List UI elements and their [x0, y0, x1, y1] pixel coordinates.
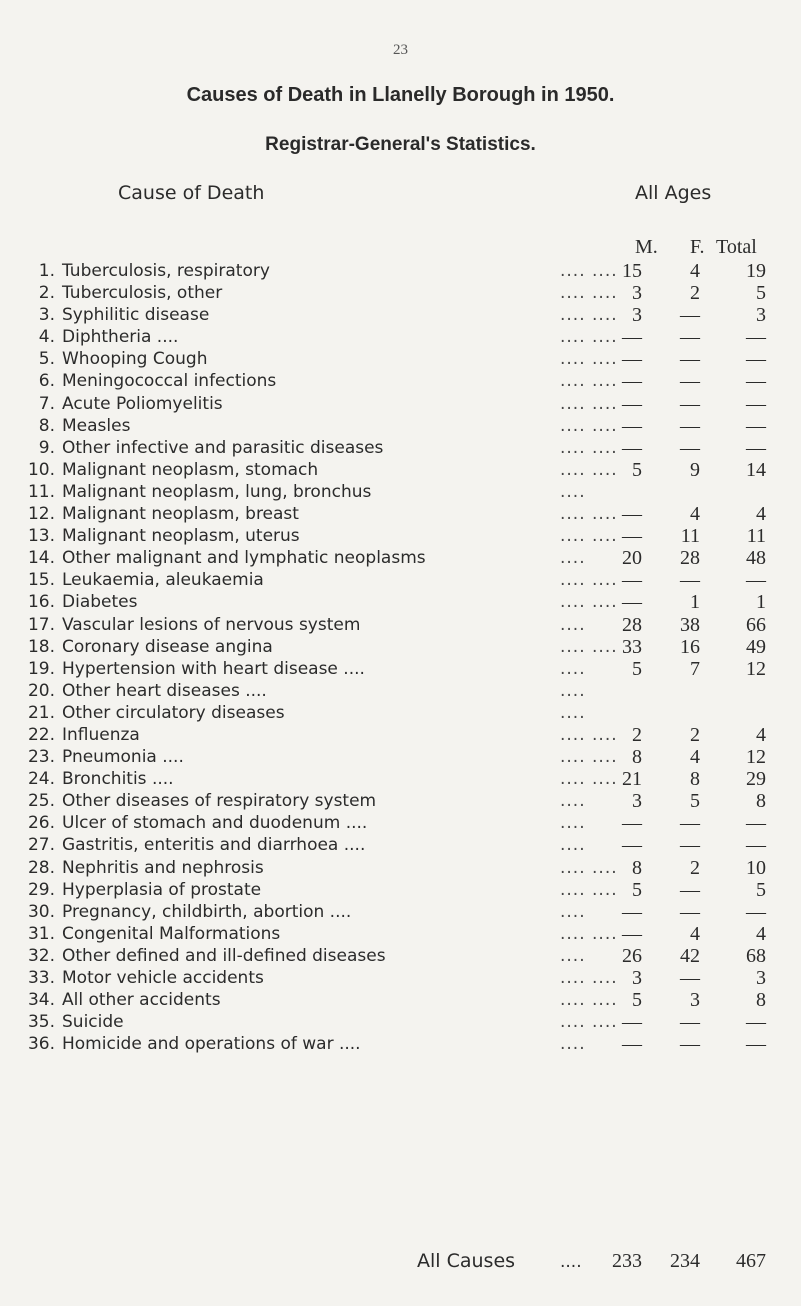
row-number: 2.: [38, 283, 55, 304]
cause-name: Other malignant and lymphatic neoplasms: [62, 548, 426, 569]
row-number: 18.: [27, 636, 55, 657]
total-label: All Causes: [417, 1250, 516, 1272]
total-count: 66: [746, 613, 766, 636]
table-row: [0, 724, 801, 746]
total-count: —: [746, 1033, 766, 1056]
female-count: —: [680, 414, 700, 437]
all-causes-total-row: [0, 1250, 801, 1276]
row-number: 25.: [27, 791, 55, 812]
row-number: 27.: [27, 835, 55, 856]
male-count: —: [622, 812, 642, 835]
table-row: [0, 967, 801, 989]
male-count: 5: [632, 657, 642, 680]
cause-name: Nephritis and nephrosis: [62, 857, 264, 878]
male-count: 20: [622, 547, 642, 570]
dot-leader: ....: [560, 1034, 586, 1055]
table-row: [0, 812, 801, 834]
row-number: 28.: [27, 857, 55, 878]
dot-leader: .... ....: [560, 769, 618, 790]
male-count: 2: [632, 723, 642, 746]
cause-name: Malignant neoplasm, breast: [62, 504, 299, 525]
male-count: 33: [622, 635, 642, 658]
row-number: 9.: [38, 437, 55, 458]
dot-leader: .... ....: [560, 857, 618, 878]
female-count: 1: [690, 591, 700, 614]
dot-leader: ....: [560, 791, 586, 812]
male-count: —: [622, 525, 642, 548]
female-count: 4: [690, 503, 700, 526]
table-row: [0, 415, 801, 437]
dot-leader: ....: [560, 614, 586, 635]
table-row: [0, 260, 801, 282]
table-row: [0, 834, 801, 856]
row-number: 10.: [27, 459, 55, 480]
female-count: —: [680, 348, 700, 371]
female-count: —: [680, 1011, 700, 1034]
male-count: —: [622, 348, 642, 371]
dot-leader: ....: [560, 680, 586, 701]
cause-name: Acute Poliomyelitis: [62, 393, 223, 414]
female-count: —: [680, 900, 700, 923]
row-number: 11.: [27, 481, 55, 502]
dot-leader: .... ....: [560, 504, 618, 525]
total-count: —: [746, 834, 766, 857]
cause-name: Hypertension with heart disease ....: [62, 658, 365, 679]
total-count: 14: [746, 458, 766, 481]
cause-name: Vascular lesions of nervous system: [62, 614, 361, 635]
row-number: 31.: [27, 923, 55, 944]
cause-name: Other diseases of respiratory system: [62, 791, 377, 812]
female-count: 4: [690, 746, 700, 769]
total-count: 1: [756, 591, 766, 614]
male-count: 15: [622, 260, 642, 282]
row-number: 17.: [27, 614, 55, 635]
dot-leader: .... ....: [560, 349, 618, 370]
female-count: 8: [690, 768, 700, 791]
table-row: [0, 304, 801, 326]
row-number: 20.: [27, 680, 55, 701]
row-number: 16.: [27, 592, 55, 613]
table-row: [0, 901, 801, 923]
row-number: 13.: [27, 526, 55, 547]
total-count: 4: [756, 922, 766, 945]
dot-leader: .... ....: [560, 747, 618, 768]
cause-name: Motor vehicle accidents: [62, 968, 264, 988]
male-count: 8: [632, 856, 642, 879]
male-count: 26: [622, 944, 642, 967]
female-column-header: F.: [690, 236, 705, 258]
male-count: —: [622, 569, 642, 592]
total-count: 3: [756, 967, 766, 989]
female-count: —: [680, 370, 700, 393]
row-number: 4.: [38, 327, 55, 348]
row-number: 34.: [27, 990, 55, 1011]
total-count: 12: [746, 657, 766, 680]
dot-leader: .... ....: [560, 724, 618, 745]
row-number: 14.: [27, 548, 55, 569]
male-count: 5: [632, 989, 642, 1012]
male-count: —: [622, 922, 642, 945]
female-count: —: [680, 1033, 700, 1056]
male-count: 5: [632, 878, 642, 901]
table-row: [0, 923, 801, 945]
table-row: [0, 768, 801, 790]
cause-name: All other accidents: [62, 990, 221, 1011]
row-number: 35.: [27, 1012, 55, 1033]
total-count: —: [746, 900, 766, 923]
male-count: 3: [632, 304, 642, 327]
total-count: 5: [756, 878, 766, 901]
causes-table: [0, 260, 801, 1055]
total-count: 68: [746, 944, 766, 967]
table-row: [0, 1011, 801, 1033]
table-row: [0, 746, 801, 768]
female-count: 38: [680, 613, 700, 636]
dot-leader: ....: [560, 702, 586, 723]
dot-leader: .... ....: [560, 459, 618, 480]
cause-name: Gastritis, enteritis and diarrhoea ....: [62, 835, 366, 856]
row-number: 23.: [27, 747, 55, 768]
dot-leader: .... ....: [560, 923, 618, 944]
cause-name: Malignant neoplasm, stomach: [62, 459, 319, 480]
cause-column-header: Cause of Death: [118, 182, 265, 204]
female-count: —: [680, 392, 700, 415]
row-number: 1.: [38, 261, 55, 281]
cause-name: Diabetes: [62, 592, 138, 613]
male-count: 21: [622, 768, 642, 791]
page-title: Causes of Death in Llanelly Borough in 1950.: [186, 84, 615, 106]
row-number: 30.: [27, 901, 55, 922]
all-ages-header: All Ages: [635, 182, 712, 204]
row-number: 21.: [27, 702, 55, 723]
male-count: 5: [632, 458, 642, 481]
female-count: 11: [680, 525, 700, 548]
cause-name: Coronary disease angina: [62, 636, 273, 657]
cause-name: Malignant neoplasm, lung, bronchus: [62, 481, 372, 502]
female-count: —: [680, 304, 700, 327]
male-count: —: [622, 392, 642, 415]
total-count: —: [746, 326, 766, 349]
female-count: 28: [680, 547, 700, 570]
dot-leader: ....: [560, 813, 586, 834]
cause-name: Other circulatory diseases: [62, 702, 285, 723]
total-female-value: 234: [670, 1250, 700, 1272]
dot-leader: .... ....: [560, 592, 618, 613]
dot-leader: .... ....: [560, 305, 618, 326]
total-count: 19: [746, 260, 766, 282]
table-row: [0, 547, 801, 569]
table-row: [0, 437, 801, 459]
total-count: —: [746, 370, 766, 393]
table-row: [0, 989, 801, 1011]
total-value: 467: [736, 1250, 766, 1272]
male-count: —: [622, 436, 642, 459]
table-row: [0, 636, 801, 658]
table-row: [0, 614, 801, 636]
row-number: 5.: [38, 349, 55, 370]
female-count: —: [680, 569, 700, 592]
male-count: 3: [632, 967, 642, 989]
male-count: 8: [632, 746, 642, 769]
table-row: [0, 393, 801, 415]
cause-name: Other infective and parasitic diseases: [62, 437, 384, 458]
table-row: [0, 525, 801, 547]
female-count: 42: [680, 944, 700, 967]
female-count: 7: [690, 657, 700, 680]
dot-leader: .... ....: [560, 570, 618, 591]
cause-name: Ulcer of stomach and duodenum ....: [62, 813, 368, 834]
male-count: 3: [632, 790, 642, 813]
row-number: 19.: [27, 658, 55, 679]
dot-leader: ....: [560, 835, 586, 856]
row-number: 12.: [27, 504, 55, 525]
male-column-header: M.: [635, 236, 658, 258]
female-count: 5: [690, 790, 700, 813]
table-row: [0, 879, 801, 901]
cause-name: Measles: [62, 415, 131, 436]
row-number: 6.: [38, 371, 55, 392]
female-count: 3: [690, 989, 700, 1012]
table-row: [0, 658, 801, 680]
total-count: 3: [756, 304, 766, 327]
male-count: —: [622, 326, 642, 349]
cause-name: Syphilitic disease: [62, 305, 210, 326]
table-row: [0, 481, 801, 503]
row-number: 24.: [27, 769, 55, 790]
table-row: [0, 945, 801, 967]
female-count: 2: [690, 856, 700, 879]
female-count: —: [680, 967, 700, 989]
row-number: 32.: [27, 945, 55, 966]
female-count: —: [680, 878, 700, 901]
row-number: 3.: [38, 305, 55, 326]
total-count: 49: [746, 635, 766, 658]
dot-leader: .... ....: [560, 371, 618, 392]
female-count: 4: [690, 260, 700, 282]
male-count: 28: [622, 613, 642, 636]
cause-name: Tuberculosis, other: [62, 283, 223, 304]
dot-leader: .... ....: [560, 1012, 618, 1033]
row-number: 36.: [27, 1034, 55, 1055]
table-row: [0, 282, 801, 304]
dot-leader: .... ....: [560, 415, 618, 436]
row-number: 15.: [27, 570, 55, 591]
total-count: 4: [756, 503, 766, 526]
female-count: —: [680, 326, 700, 349]
row-number: 7.: [38, 393, 55, 414]
cause-name: Other defined and ill-defined diseases: [62, 945, 386, 966]
female-count: 2: [690, 282, 700, 305]
male-count: —: [622, 414, 642, 437]
male-count: —: [622, 370, 642, 393]
male-count: —: [622, 503, 642, 526]
cause-name: Tuberculosis, respiratory: [62, 261, 270, 281]
cause-name: Hyperplasia of prostate: [62, 879, 262, 900]
total-count: —: [746, 348, 766, 371]
dot-leader: .... ....: [560, 261, 618, 281]
dot-leader: .... ....: [560, 327, 618, 348]
male-count: —: [622, 1011, 642, 1034]
table-row: [0, 591, 801, 613]
female-count: —: [680, 436, 700, 459]
cause-name: Other heart diseases ....: [62, 680, 267, 701]
dot-leader: .... ....: [560, 990, 618, 1011]
cause-name: Pneumonia ....: [62, 747, 184, 768]
total-male-value: 233: [612, 1250, 642, 1272]
male-count: 3: [632, 282, 642, 305]
table-row: [0, 459, 801, 481]
female-count: —: [680, 812, 700, 835]
dot-leader: ....: [560, 945, 586, 966]
dot-leader: .... ....: [560, 526, 618, 547]
total-count: 8: [756, 989, 766, 1012]
cause-name: Diphtheria ....: [62, 327, 179, 348]
table-row: [0, 680, 801, 702]
row-number: 29.: [27, 879, 55, 900]
total-count: —: [746, 1011, 766, 1034]
table-row: [0, 790, 801, 812]
female-count: 4: [690, 922, 700, 945]
cause-name: Homicide and operations of war ....: [62, 1034, 361, 1055]
dot-leader: .... ....: [560, 393, 618, 414]
male-count: —: [622, 900, 642, 923]
total-count: —: [746, 392, 766, 415]
dot-leader: .... ....: [560, 968, 618, 988]
dot-leader: ....: [560, 481, 586, 502]
total-count: 5: [756, 282, 766, 305]
table-row: [0, 370, 801, 392]
cause-name: Influenza: [62, 724, 140, 745]
cause-name: Bronchitis ....: [62, 769, 174, 790]
cause-name: Leukaemia, aleukaemia: [62, 570, 264, 591]
page-subtitle: Registrar-General's Statistics.: [265, 134, 536, 155]
dot-leader: .... ....: [560, 879, 618, 900]
table-row: [0, 348, 801, 370]
table-row: [0, 569, 801, 591]
female-count: —: [680, 834, 700, 857]
table-row: [0, 1033, 801, 1055]
dot-leader: ....: [560, 548, 586, 569]
row-number: 33.: [27, 968, 55, 988]
total-count: —: [746, 569, 766, 592]
cause-name: Meningococcal infections: [62, 371, 277, 392]
total-count: 11: [746, 525, 766, 548]
cause-name: Suicide: [62, 1012, 124, 1033]
total-column-header: Total: [716, 236, 757, 258]
total-count: 29: [746, 768, 766, 791]
dot-leader: .... ....: [560, 283, 618, 304]
dot-leader: ....: [560, 1252, 582, 1272]
table-row: [0, 326, 801, 348]
dot-leader: ....: [560, 658, 586, 679]
row-number: 22.: [27, 724, 55, 745]
cause-name: Malignant neoplasm, uterus: [62, 526, 300, 547]
table-row: [0, 503, 801, 525]
female-count: 2: [690, 723, 700, 746]
total-count: —: [746, 436, 766, 459]
row-number: 8.: [38, 415, 55, 436]
male-count: —: [622, 1033, 642, 1056]
table-row: [0, 702, 801, 724]
cause-name: Pregnancy, childbirth, abortion ....: [62, 901, 352, 922]
cause-name: Whooping Cough: [62, 349, 208, 370]
male-count: —: [622, 591, 642, 614]
total-count: 4: [756, 723, 766, 746]
male-count: —: [622, 834, 642, 857]
dot-leader: .... ....: [560, 437, 618, 458]
total-count: 8: [756, 790, 766, 813]
table-row: [0, 857, 801, 879]
female-count: 16: [680, 635, 700, 658]
page-number: 23: [393, 42, 408, 58]
total-count: —: [746, 414, 766, 437]
dot-leader: ....: [560, 901, 586, 922]
total-count: 48: [746, 547, 766, 570]
dot-leader: .... ....: [560, 636, 618, 657]
total-count: 10: [746, 856, 766, 879]
total-count: —: [746, 812, 766, 835]
female-count: 9: [690, 458, 700, 481]
cause-name: Congenital Malformations: [62, 923, 281, 944]
total-count: 12: [746, 746, 766, 769]
row-number: 26.: [27, 813, 55, 834]
